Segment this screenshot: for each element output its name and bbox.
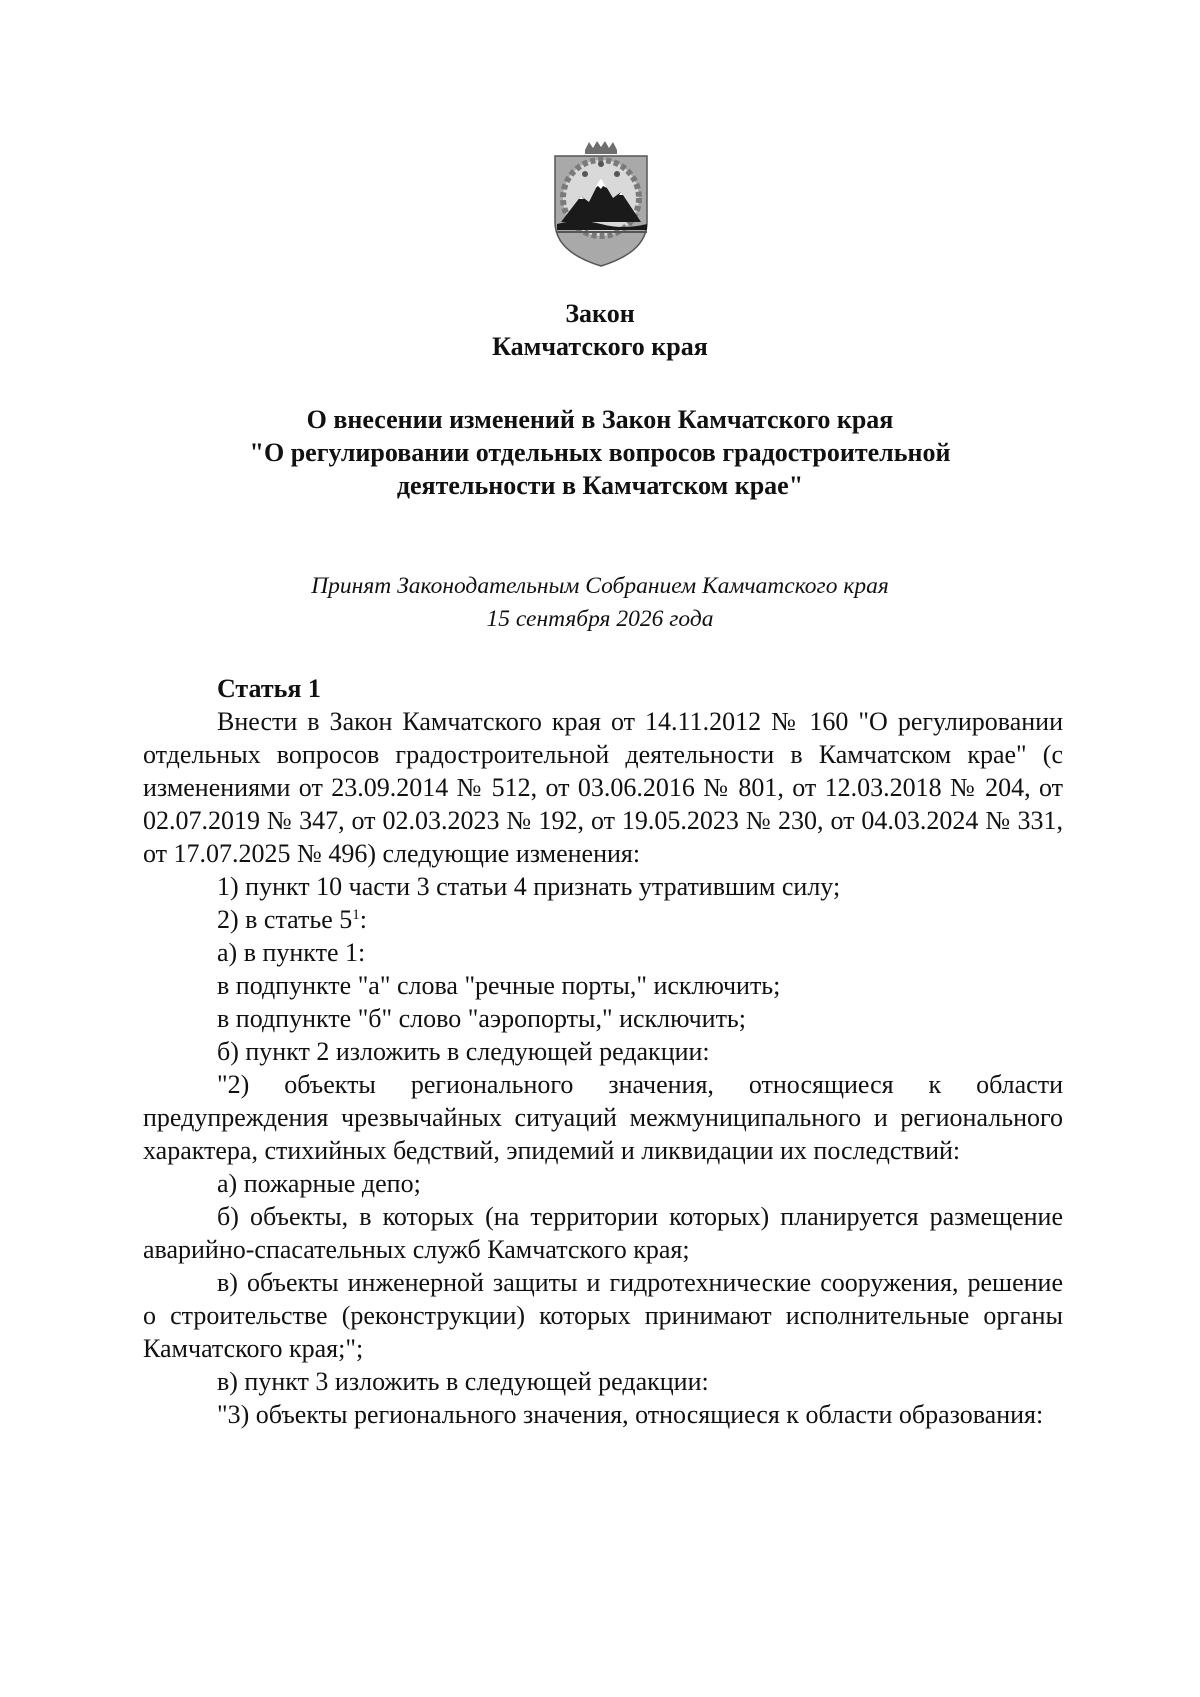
article-superscript: 1 xyxy=(352,907,360,923)
paragraph: в) объекты инженерной защиты и гидротехнические сооружения, решение о строительстве (реконструкции) которых принимают исполнительные органы Камчатского края;"; xyxy=(143,1268,1063,1363)
article-body xyxy=(143,705,1063,1431)
article-title: Статья 1 xyxy=(217,674,321,703)
adopted-line-1: Принят Законодательным Собранием Камчатского края xyxy=(311,573,889,599)
paragraph: Внести в Закон Камчатского края от 14.11.2012 № 160 "О регулировании отдельных вопросов градостроительной деятельности в Камчатском крае" (с изменениями от 23.09.2014 № 512, от 03.06.2016 № 801, от 12.03.2018 № 204, от 02.07.2019 № 347, от 02.03.2023 № 192, от 19.05.2023 № 230, от 04.03.2024 № 331, от 17.07.2025 № 496) следующие изменения: xyxy=(143,707,1063,868)
coat-of-arms-emblem xyxy=(547,140,655,270)
paragraph: а) пожарные депо; xyxy=(217,1169,421,1198)
subject-line-1: О внесении изменений в Закон Камчатского края xyxy=(306,405,894,434)
paragraph: а) в пункте 1: xyxy=(217,938,366,967)
paragraph-text: 2) в статье 5 xyxy=(217,905,353,934)
subject-line-3: деятельности в Камчатском крае" xyxy=(396,471,804,500)
subject-line-2: "О регулировании отдельных вопросов градостроительной xyxy=(249,438,951,467)
paragraph: б) пункт 2 изложить в следующей редакции: xyxy=(217,1037,710,1066)
adopted-date: 15 сентября 2026 года xyxy=(486,606,714,632)
paragraph xyxy=(143,903,1063,936)
paragraph: в подпункте "б" слово "аэропорты," исключить; xyxy=(217,1004,747,1033)
paragraph: "3) объекты регионального значения, относящиеся к области образования: xyxy=(217,1400,1044,1429)
paragraph: в подпункте "а" слова "речные порты," исключить; xyxy=(217,971,781,1000)
paragraph: в) пункт 3 изложить в следующей редакции: xyxy=(217,1367,709,1396)
paragraph: "2) объекты регионального значения, относящиеся к области предупреждения чрезвычайных ситуаций межмуниципального и регионального характера, стихийных бедствий, эпидемий и ликвидации их последствий: xyxy=(143,1070,1063,1165)
coat-of-arms-icon xyxy=(547,140,655,270)
title-line-2: Камчатского края xyxy=(492,332,708,361)
paragraph: 1) пункт 10 части 3 статьи 4 признать утратившим силу; xyxy=(217,872,841,901)
paragraph-colon: : xyxy=(359,905,368,934)
paragraph: б) объекты, в которых (на территории которых) планируется размещение аварийно-спасательных служб Камчатского края; xyxy=(143,1202,1063,1264)
title-line-1: Закон xyxy=(565,299,635,328)
